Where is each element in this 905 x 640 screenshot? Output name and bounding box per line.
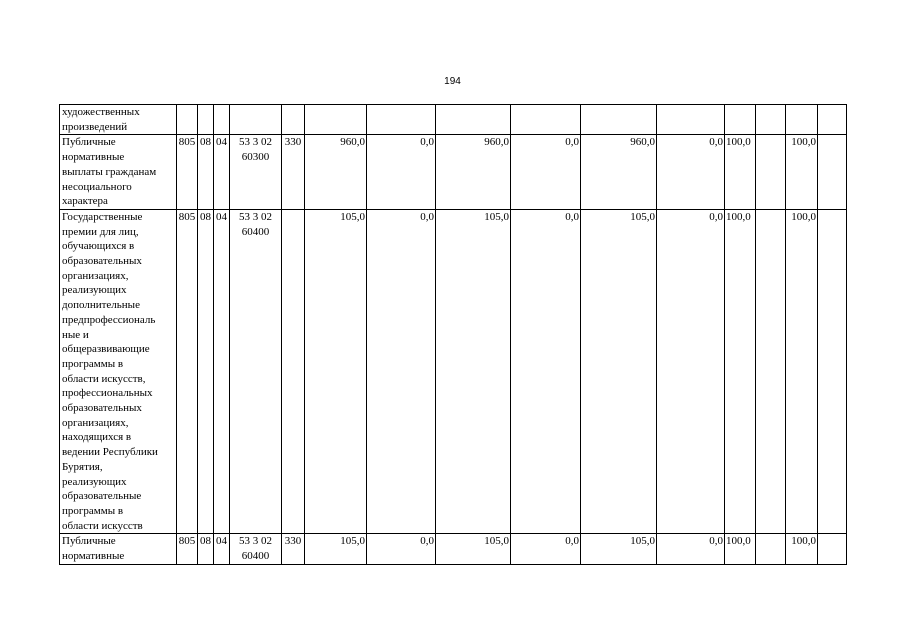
csr-line: 53 3 02 <box>239 535 272 548</box>
cell-value-2: 0,0 <box>367 135 436 210</box>
name-line: общеразвивающие <box>62 343 150 356</box>
name-line: Бурятия, <box>62 460 103 473</box>
table-row <box>60 105 847 135</box>
name-line: организациях, <box>62 416 129 429</box>
name-line: области искусств <box>62 519 143 532</box>
cell-value-3: 105,0 <box>436 534 511 564</box>
cell-name <box>60 105 177 135</box>
cell-value-2: 0,0 <box>367 534 436 564</box>
name-line: ведении Республики <box>62 446 158 459</box>
cell-value-3: 960,0 <box>436 135 511 210</box>
name-line: реализующих <box>62 475 127 488</box>
name-line: ные и <box>62 328 89 341</box>
cell-name <box>60 209 177 533</box>
cell-value-6: 0,0 <box>657 135 725 210</box>
name-line: характера <box>62 195 108 208</box>
cell-value-5: 960,0 <box>581 135 657 210</box>
cell-name <box>60 534 177 564</box>
cell-vr <box>282 209 305 533</box>
cell-ved <box>177 105 198 135</box>
cell-rz: 08 <box>198 534 214 564</box>
cell-ved: 805 <box>177 534 198 564</box>
cell-csr <box>230 105 282 135</box>
cell-pr <box>214 105 230 135</box>
csr-line: 53 3 02 <box>239 136 272 149</box>
cell-percent-2 <box>756 105 786 135</box>
budget-table <box>59 104 847 565</box>
cell-vr: 330 <box>282 534 305 564</box>
cell-percent-4 <box>818 534 847 564</box>
cell-value-1: 105,0 <box>305 534 367 564</box>
cell-value-1 <box>305 105 367 135</box>
table-row <box>60 209 847 533</box>
cell-value-4: 0,0 <box>511 135 581 210</box>
name-line: реализующих <box>62 284 127 297</box>
cell-percent-3 <box>786 105 818 135</box>
csr-line: 60400 <box>241 550 270 563</box>
name-line: Государственные <box>62 210 143 223</box>
cell-percent-1: 100,0 <box>725 209 756 533</box>
table-body <box>60 105 847 565</box>
cell-value-5 <box>581 105 657 135</box>
name-line: выплаты гражданам <box>62 165 157 178</box>
cell-percent-1: 100,0 <box>725 135 756 210</box>
cell-percent-2 <box>756 209 786 533</box>
csr-line: 60400 <box>241 225 270 238</box>
name-line: области искусств, <box>62 372 146 385</box>
cell-percent-3: 100,0 <box>786 209 818 533</box>
cell-value-5: 105,0 <box>581 209 657 533</box>
name-line: находящихся в <box>62 431 132 444</box>
cell-value-3 <box>436 105 511 135</box>
name-line: Публичные <box>62 535 116 548</box>
cell-value-2 <box>367 105 436 135</box>
cell-pr: 04 <box>214 135 230 210</box>
name-line: образовательных <box>62 402 142 415</box>
page-number: 194 <box>444 76 461 87</box>
name-line: профессиональных <box>62 387 153 400</box>
cell-csr <box>230 135 282 210</box>
name-line: программы в <box>62 504 124 517</box>
cell-csr <box>230 534 282 564</box>
cell-ved: 805 <box>177 135 198 210</box>
cell-percent-2 <box>756 135 786 210</box>
cell-rz: 08 <box>198 209 214 533</box>
name-line: образовательные <box>62 490 142 503</box>
cell-value-4 <box>511 105 581 135</box>
cell-name <box>60 135 177 210</box>
cell-value-4: 0,0 <box>511 209 581 533</box>
cell-value-2: 0,0 <box>367 209 436 533</box>
name-line: образовательных <box>62 255 142 268</box>
csr-line: 53 3 02 <box>239 210 272 223</box>
cell-rz <box>198 105 214 135</box>
cell-percent-4 <box>818 105 847 135</box>
cell-value-6: 0,0 <box>657 534 725 564</box>
cell-pr: 04 <box>214 534 230 564</box>
name-line: премии для лиц, <box>62 225 139 238</box>
cell-value-6: 0,0 <box>657 209 725 533</box>
cell-value-1: 105,0 <box>305 209 367 533</box>
csr-line: 60300 <box>241 151 270 164</box>
cell-percent-1 <box>725 105 756 135</box>
cell-value-4: 0,0 <box>511 534 581 564</box>
cell-vr <box>282 105 305 135</box>
table-row <box>60 534 847 564</box>
cell-percent-4 <box>818 135 847 210</box>
cell-value-6 <box>657 105 725 135</box>
name-line: художественных <box>62 106 140 118</box>
name-line: дополнительные <box>62 299 140 312</box>
cell-pr: 04 <box>214 209 230 533</box>
name-line: Публичные <box>62 136 116 149</box>
name-line: нормативные <box>62 151 125 164</box>
cell-value-1: 960,0 <box>305 135 367 210</box>
cell-percent-3: 100,0 <box>786 534 818 564</box>
name-line: программы в <box>62 357 124 370</box>
cell-percent-3: 100,0 <box>786 135 818 210</box>
cell-percent-4 <box>818 209 847 533</box>
table-row <box>60 135 847 210</box>
name-line: несоциального <box>62 180 132 193</box>
cell-ved: 805 <box>177 209 198 533</box>
cell-csr <box>230 209 282 533</box>
cell-rz: 08 <box>198 135 214 210</box>
name-line: нормативные <box>62 550 125 563</box>
cell-vr: 330 <box>282 135 305 210</box>
cell-value-5: 105,0 <box>581 534 657 564</box>
cell-percent-2 <box>756 534 786 564</box>
cell-percent-1: 100,0 <box>725 534 756 564</box>
cell-value-3: 105,0 <box>436 209 511 533</box>
name-line: произведений <box>62 120 128 133</box>
name-line: организациях, <box>62 269 129 282</box>
name-line: предпрофессиональ <box>62 313 156 326</box>
name-line: обучающихся в <box>62 240 135 253</box>
